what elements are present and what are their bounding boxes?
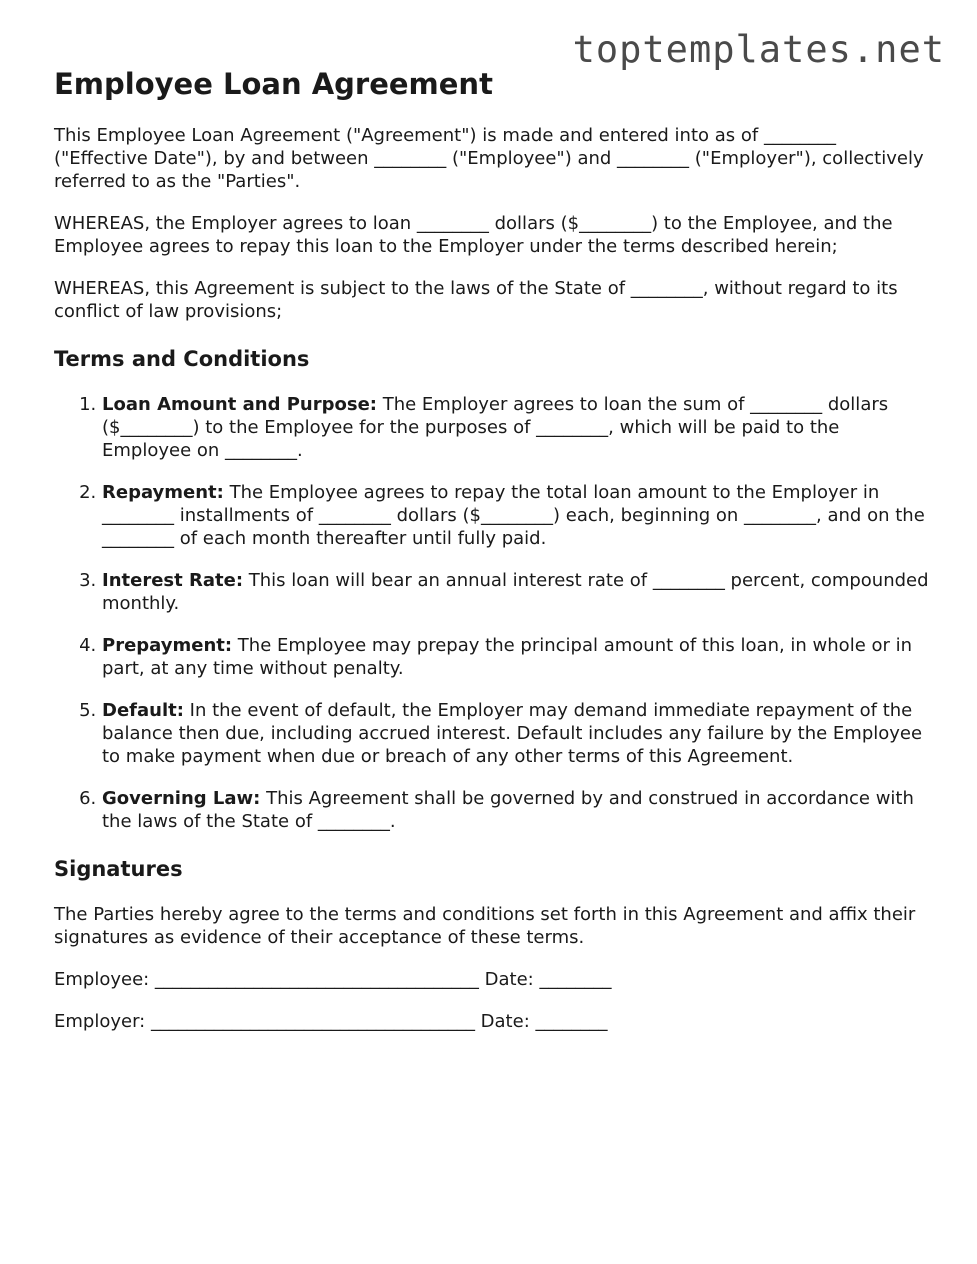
term-title: Governing Law: (102, 788, 261, 809)
term-item (102, 699, 934, 768)
term-text: The Employer agrees to loan the sum of ________ dollars ($________) to the Employee for the purposes of ________, which will be paid to the Employee on ________. (102, 394, 889, 461)
terms-heading: Terms and Conditions (54, 347, 310, 371)
document-body (54, 66, 934, 1052)
term-title: Repayment: (102, 482, 224, 503)
intro-paragraph: This Employee Loan Agreement ("Agreement") is made and entered into as of ________ ("Effective Date"), by and between ________ ("Employee") and ________ ("Employer"), collectively referred to as the "Parties". (54, 125, 924, 192)
term-title: Default: (102, 700, 184, 721)
term-text: In the event of default, the Employer may demand immediate repayment of the balance then due, including accrued interest. Default includes any failure by the Employee to make payment when due or breach of any other terms of this Agreement. (102, 700, 923, 767)
term-item (102, 481, 934, 550)
signatures-heading: Signatures (54, 857, 183, 881)
term-text: This Agreement shall be governed by and construed in accordance with the laws of the State of ________. (102, 788, 914, 832)
term-text: This loan will bear an annual interest rate of ________ percent, compounded monthly. (102, 570, 929, 614)
term-item (102, 787, 934, 833)
site-watermark: toptemplates.net (572, 28, 945, 71)
term-title: Prepayment: (102, 635, 233, 656)
terms-list (54, 393, 934, 833)
whereas-law-paragraph: WHEREAS, this Agreement is subject to the laws of the State of ________, without regard to its conflict of law provisions; (54, 278, 898, 322)
term-item (102, 393, 934, 462)
signatures-intro: The Parties hereby agree to the terms and conditions set forth in this Agreement and affix their signatures as evidence of their acceptance of these terms. (54, 904, 916, 948)
term-title: Interest Rate: (102, 570, 244, 591)
employer-signature-line: Employer: ____________________________________ Date: ________ (54, 1011, 608, 1032)
document-title: Employee Loan Agreement (54, 67, 493, 101)
term-item (102, 569, 934, 615)
term-title: Loan Amount and Purpose: (102, 394, 377, 415)
whereas-loan-paragraph: WHEREAS, the Employer agrees to loan ________ dollars ($________) to the Employee, and the Employee agrees to repay this loan to the Employer under the terms described herein; (54, 213, 893, 257)
term-item (102, 634, 934, 680)
term-text: The Employee may prepay the principal amount of this loan, in whole or in part, at any time without penalty. (102, 635, 913, 679)
employee-signature-line: Employee: ____________________________________ Date: ________ (54, 969, 612, 990)
term-text: The Employee agrees to repay the total loan amount to the Employer in ________ installments of ________ dollars ($________) each, beginning on ________, and on the ________ of each month thereafter until fully paid. (102, 482, 925, 549)
